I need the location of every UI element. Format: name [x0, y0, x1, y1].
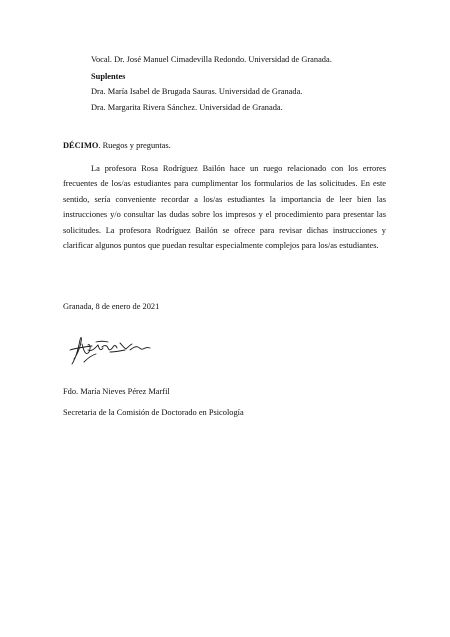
suplente-2: Dra. Margarita Rivera Sánchez. Universidad de Granada.: [91, 103, 283, 112]
suplentes-heading: Suplentes: [91, 72, 126, 81]
date-line: Granada, 8 de enero de 2021: [63, 302, 160, 311]
body-paragraph: [63, 161, 386, 253]
section-number: DÉCIMO: [63, 141, 99, 150]
signatory-name: Fdo. María Nieves Pérez Marfil: [63, 387, 170, 396]
signatory-role: Secretaria de la Comisión de Doctorado en Psicología: [63, 408, 244, 417]
paragraph-text: La profesora Rosa Rodríguez Bailón hace un ruego relacionado con los errores frecuentes de los/as estudiantes para cumplimentar los formularios de las solicitudes. En este sentido, sería conveniente recordar a los/as estudiantes la importancia de leer bien las instrucciones y/o consultar las dudas sobre los impresos y el procedimiento para presentar las solicitudes. La profesora Rodríguez Bailón se ofrece para revisar dichas instrucciones y clarificar algunos puntos que puedan resultar especialmente complejos para los/as estudiantes.: [63, 164, 386, 251]
committee-vocal: Vocal. Dr. José Manuel Cimadevilla Redondo. Universidad de Granada.: [91, 55, 332, 64]
suplente-1: Dra. María Isabel de Brugada Sauras. Universidad de Granada.: [91, 87, 303, 96]
handwritten-signature: [62, 328, 162, 370]
section-heading: [63, 142, 171, 150]
section-title: . Ruegos y preguntas.: [98, 141, 171, 150]
